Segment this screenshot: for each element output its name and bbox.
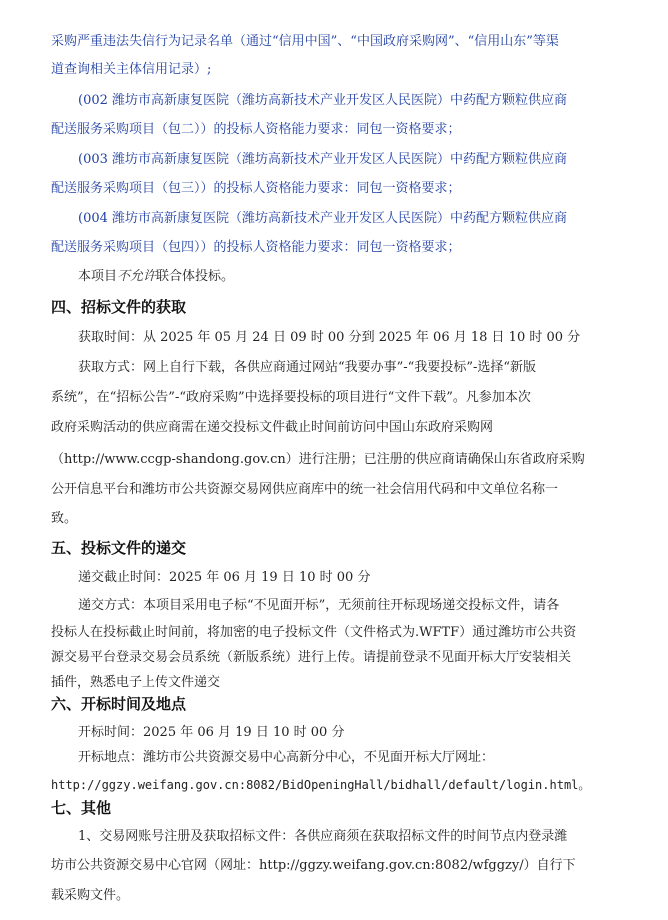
bid-hall-url[interactable]: http://ggzy.weifang.gov.cn:8082/BidOpeningHall/bidhall/default/login.html。 bbox=[51, 778, 591, 792]
consortium-suffix: 联合体投标。 bbox=[156, 269, 235, 284]
paragraph-line: 致。 bbox=[51, 511, 78, 526]
section-heading-5: 五、投标文件的递交 bbox=[51, 539, 187, 557]
paragraph-line: 载采购文件。 bbox=[51, 888, 130, 903]
paragraph-line: 道查询相关主体信用记录）; bbox=[51, 62, 212, 77]
consortium-flag: 不允许 bbox=[117, 269, 157, 284]
paragraph-line: 投标人在投标截止时间前，将加密的电子投标文件（文件格式为.WFTF）通过潍坊市公共资 bbox=[51, 625, 577, 640]
paragraph-line: (004 潍坊市高新康复医院（潍坊高新技术产业开发区人民医院）中药配方颗粒供应商 bbox=[78, 211, 568, 226]
paragraph-line: 系统”，在“招标公告”-“政府采购”中选择要投标的项目进行“文件下载”。凡参加本次 bbox=[51, 390, 531, 405]
paragraph-line: 采购严重违法失信行为记录名单（通过“信用中国”、“中国政府采购网”、“信用山东”等渠 bbox=[51, 34, 559, 49]
paragraph-line: 配送服务采购项目（包二））的投标人资格能力要求：同包一资格要求； bbox=[51, 122, 461, 137]
paragraph-line: 递交截止时间：2025 年 06 月 19 日 10 时 00 分 bbox=[78, 570, 371, 585]
paragraph-line: 开标地点：潍坊市公共资源交易中心高新分中心，不见面开标大厅网址： bbox=[78, 750, 495, 765]
paragraph-line bbox=[78, 267, 234, 287]
paragraph-line: （http://www.ccgp-shandong.gov.cn）进行注册；已注册的供应商请确保山东省政府采购 bbox=[51, 452, 585, 467]
paragraph-line: 开标时间：2025 年 06 月 19 日 10 时 00 分 bbox=[78, 725, 345, 740]
paragraph-line: 坊市公共资源交易中心官网（网址：http://ggzy.weifang.gov.cn:8082/wfggzy/）自行下 bbox=[51, 858, 576, 873]
section-heading-7: 七、其他 bbox=[51, 799, 112, 817]
paragraph-line: 插件，熟悉电子上传文件递交 bbox=[51, 675, 221, 690]
paragraph-line: 获取方式：网上自行下载，各供应商通过网站“我要办事”-“我要投标”-选择“新版 bbox=[78, 360, 537, 375]
paragraph-line: 公开信息平台和潍坊市公共资源交易网供应商库中的统一社会信用代码和中文单位名称一 bbox=[51, 482, 559, 497]
consortium-prefix: 本项目 bbox=[78, 269, 118, 284]
paragraph-line: 源交易平台登录交易会员系统（新版系统）进行上传。请提前登录不见面开标大厅安装相关 bbox=[51, 650, 572, 665]
paragraph-line: 获取时间：从 2025 年 05 月 24 日 09 时 00 分到 2025 年 06 月 18 日 10 时 00 分 bbox=[78, 330, 581, 345]
paragraph-line: (003 潍坊市高新康复医院（潍坊高新技术产业开发区人民医院）中药配方颗粒供应商 bbox=[78, 152, 568, 167]
paragraph-line: 1、交易网账号注册及获取招标文件：各供应商须在获取招标文件的时间节点内登录潍 bbox=[78, 829, 568, 844]
section-heading-4: 四、招标文件的获取 bbox=[51, 298, 187, 316]
section-heading-6: 六、开标时间及地点 bbox=[51, 695, 187, 713]
paragraph-line: (002 潍坊市高新康复医院（潍坊高新技术产业开发区人民医院）中药配方颗粒供应商 bbox=[78, 93, 568, 108]
paragraph-line: 配送服务采购项目（包四））的投标人资格能力要求：同包一资格要求； bbox=[51, 240, 461, 255]
paragraph-line: 配送服务采购项目（包三））的投标人资格能力要求：同包一资格要求； bbox=[51, 181, 461, 196]
paragraph-line: 政府采购活动的供应商需在递交投标文件截止时间前访问中国山东政府采购网 bbox=[51, 420, 494, 435]
paragraph-line: 递交方式：本项目采用电子标“不见面开标”，无须前往开标现场递交投标文件，请各 bbox=[78, 598, 560, 613]
